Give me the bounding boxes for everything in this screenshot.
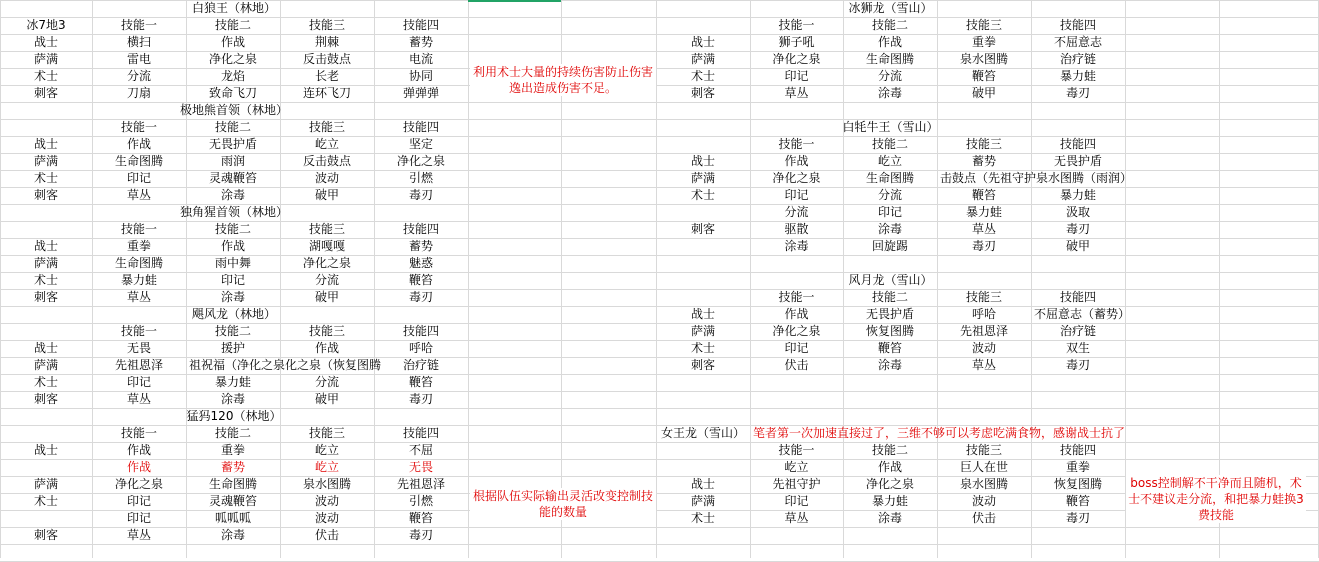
skill-cell[interactable]: 雨润	[220, 154, 245, 168]
skill-cell[interactable]: 草丛	[971, 222, 996, 236]
skill-column-header[interactable]: 技能二	[214, 222, 251, 236]
skill-cell[interactable]: 作战	[126, 460, 151, 474]
class-label[interactable]: 战士	[690, 477, 715, 491]
skill-cell[interactable]: 毒刃	[1065, 222, 1090, 236]
skill-cell[interactable]: 印记	[877, 205, 902, 219]
skill-cell[interactable]: 引燃	[408, 171, 433, 185]
skill-cell[interactable]: 印记	[126, 171, 151, 185]
skill-cell[interactable]: 净化之泉	[772, 171, 821, 185]
skill-cell[interactable]: 作战	[877, 35, 902, 49]
grid-row-line	[0, 544, 1319, 545]
skill-column-header[interactable]: 技能三	[965, 137, 1002, 151]
skill-column-header[interactable]: 技能二	[871, 443, 908, 457]
skill-cell[interactable]: 泉水图腾	[959, 52, 1008, 66]
class-label[interactable]: 萨满	[33, 52, 58, 66]
skill-cell[interactable]: 致命飞刀	[208, 86, 257, 100]
class-label[interactable]: 萨满	[690, 171, 715, 185]
skill-cell[interactable]: 先祖恩泽	[959, 324, 1008, 338]
skill-cell[interactable]: 呱呱呱	[214, 511, 251, 525]
skill-cell[interactable]: 印记	[126, 511, 151, 525]
class-label[interactable]: 萨满	[33, 358, 58, 372]
skill-cell[interactable]: 屹立	[314, 137, 339, 151]
skill-column-header[interactable]: 技能四	[1059, 290, 1096, 304]
class-label[interactable]: 萨满	[33, 477, 58, 491]
skill-cell[interactable]: 呼哈	[408, 341, 433, 355]
skill-column-header[interactable]: 技能一	[778, 290, 815, 304]
skill-cell[interactable]: 毒刃	[408, 392, 433, 406]
skill-cell[interactable]: 蓄势	[408, 35, 433, 49]
skill-cell[interactable]: 印记	[220, 273, 245, 287]
skill-cell[interactable]: 荆棘	[314, 35, 339, 49]
block-title[interactable]: 独角猩首领（林地）	[179, 205, 288, 219]
skill-cell[interactable]: 蓄势	[220, 460, 245, 474]
skill-column-header[interactable]: 技能四	[402, 426, 439, 440]
skill-cell[interactable]: 毒刃	[971, 239, 996, 253]
skill-cell[interactable]: 作战	[126, 137, 151, 151]
skill-cell[interactable]: 伏击	[971, 511, 996, 525]
skill-cell[interactable]: 灵魂鞭笞	[208, 494, 257, 508]
skill-column-header[interactable]: 技能二	[871, 290, 908, 304]
class-label[interactable]: 刺客	[690, 222, 715, 236]
skill-cell[interactable]: 涂毒	[877, 86, 902, 100]
skill-cell[interactable]: 涂毒	[220, 290, 245, 304]
skill-cell[interactable]: 分流	[877, 188, 902, 202]
skill-cell[interactable]: 破甲	[314, 290, 339, 304]
class-label[interactable]: 刺客	[33, 392, 58, 406]
skill-cell[interactable]: 雷电	[126, 52, 151, 66]
note-dot-damage: 利用术士大量的持续伤害防止伤害逸出造成伤害不足。	[470, 64, 656, 96]
skill-column-header[interactable]: 技能一	[120, 426, 157, 440]
skill-cell[interactable]: 鞭笞	[408, 273, 433, 287]
skill-cell[interactable]: 汲取	[1065, 205, 1090, 219]
skill-column-header[interactable]: 技能四	[402, 222, 439, 236]
skill-cell[interactable]: 净化之泉	[208, 52, 257, 66]
skill-cell[interactable]: 分流	[126, 69, 151, 83]
class-label[interactable]: 战士	[33, 443, 58, 457]
skill-cell[interactable]: 暴力蛙	[1059, 188, 1096, 202]
skill-cell[interactable]: 无畏	[408, 460, 433, 474]
skill-cell[interactable]: 无畏护盾	[208, 137, 257, 151]
skill-column-header[interactable]: 技能四	[1059, 443, 1096, 457]
skill-cell[interactable]: 先祖恩泽	[114, 358, 163, 372]
skill-cell[interactable]: 重拳	[971, 35, 996, 49]
class-label[interactable]: 战士	[690, 35, 715, 49]
skill-cell[interactable]: 治疗链	[402, 358, 439, 372]
class-label[interactable]: 刺客	[690, 86, 715, 100]
skill-cell[interactable]: 重拳	[1065, 460, 1090, 474]
skill-cell[interactable]: 生命图腾	[865, 171, 914, 185]
skill-cell[interactable]: 涂毒	[220, 392, 245, 406]
skill-cell[interactable]: 伏击	[784, 358, 809, 372]
class-label[interactable]: 萨满	[33, 154, 58, 168]
skill-cell[interactable]: 不屈意志	[1053, 35, 1102, 49]
skill-cell[interactable]: 毒刃	[1065, 511, 1090, 525]
skill-column-header[interactable]: 技能四	[402, 18, 439, 32]
note-boss-control: boss控制解不干净而且随机，术士不建议走分流，和把暴力蛙换3费技能	[1126, 475, 1306, 523]
skill-cell[interactable]: 魅惑	[408, 256, 433, 270]
class-label[interactable]: 萨满	[690, 52, 715, 66]
skill-cell[interactable]: 草丛	[126, 528, 151, 542]
skill-column-header[interactable]: 技能一	[778, 137, 815, 151]
skill-cell[interactable]: 毒刃	[1065, 86, 1090, 100]
skill-cell[interactable]: 净化之泉	[772, 324, 821, 338]
skill-column-header[interactable]: 技能二	[214, 324, 251, 338]
class-label[interactable]: 术士	[690, 511, 715, 525]
block-title[interactable]: 飓风龙（林地）	[191, 307, 276, 321]
skill-cell[interactable]: 鞭笞	[408, 375, 433, 389]
skill-cell[interactable]: 分流	[314, 273, 339, 287]
skill-cell[interactable]: 屹立	[784, 460, 809, 474]
skill-cell[interactable]: 分流	[314, 375, 339, 389]
skill-cell[interactable]: 印记	[126, 375, 151, 389]
skill-cell[interactable]: 草丛	[971, 358, 996, 372]
skill-column-header[interactable]: 技能二	[871, 137, 908, 151]
skill-column-header[interactable]: 技能一	[120, 18, 157, 32]
skill-cell[interactable]: 印记	[784, 188, 809, 202]
skill-column-header[interactable]: 技能三	[965, 290, 1002, 304]
skill-cell[interactable]: 分流	[877, 69, 902, 83]
grid-column-line	[468, 0, 469, 558]
skill-cell[interactable]: 龙焰	[220, 69, 245, 83]
skill-cell[interactable]: 印记	[784, 69, 809, 83]
skill-cell[interactable]: 反击鼓点	[302, 154, 351, 168]
class-label[interactable]: 战士	[33, 239, 58, 253]
skill-column-header[interactable]: 技能一	[120, 120, 157, 134]
class-label[interactable]: 萨满	[33, 256, 58, 270]
skill-cell[interactable]: 暴力蛙	[1059, 69, 1096, 83]
skill-cell[interactable]: 作战	[877, 460, 902, 474]
skill-column-header[interactable]: 技能三	[308, 324, 345, 338]
skill-cell[interactable]: 横扫	[126, 35, 151, 49]
skill-cell[interactable]: 作战	[220, 239, 245, 253]
skill-cell[interactable]: 波动	[971, 494, 996, 508]
class-label[interactable]: 术士	[33, 69, 58, 83]
skill-cell[interactable]: 坚定	[408, 137, 433, 151]
skill-cell[interactable]: 净化之泉	[772, 52, 821, 66]
skill-cell[interactable]: 净化之泉	[302, 256, 351, 270]
skill-cell[interactable]: 草丛	[126, 188, 151, 202]
skill-cell[interactable]: 印记	[784, 494, 809, 508]
skill-cell[interactable]: 涂毒	[784, 239, 809, 253]
skill-cell[interactable]: 治疗链	[1059, 52, 1096, 66]
skill-cell[interactable]: 作战	[314, 341, 339, 355]
skill-cell[interactable]: 暴力蛙	[965, 205, 1002, 219]
block-title[interactable]: 极地熊首领（林地）	[179, 103, 288, 117]
skill-column-header[interactable]: 技能二	[871, 18, 908, 32]
skill-cell[interactable]: 波动	[314, 494, 339, 508]
skill-cell[interactable]: 波动	[314, 511, 339, 525]
skill-cell[interactable]: 无畏	[126, 341, 151, 355]
skill-cell[interactable]: 涂毒	[220, 188, 245, 202]
class-label[interactable]: 术士	[690, 69, 715, 83]
class-label[interactable]: 战士	[33, 35, 58, 49]
skill-cell[interactable]: 治疗链	[1059, 324, 1096, 338]
skill-cell[interactable]: 破甲	[1065, 239, 1090, 253]
block-title[interactable]: 白狼王（林地）	[191, 1, 276, 15]
skill-cell[interactable]: 毒刃	[408, 528, 433, 542]
skill-column-header[interactable]: 技能一	[120, 222, 157, 236]
class-label[interactable]: 术士	[690, 188, 715, 202]
skill-cell[interactable]: 蓄势	[408, 239, 433, 253]
skill-cell[interactable]: 破甲	[314, 188, 339, 202]
skill-cell[interactable]: 无畏护盾	[865, 307, 914, 321]
skill-cell[interactable]: 刀扇	[126, 86, 151, 100]
class-label[interactable]: 刺客	[690, 358, 715, 372]
class-label[interactable]: 战士	[690, 154, 715, 168]
skill-cell[interactable]: 鞭笞	[877, 341, 902, 355]
skill-cell[interactable]: 不屈	[408, 443, 433, 457]
skill-cell[interactable]: 狮子吼	[778, 35, 815, 49]
skill-cell[interactable]: 屹立	[314, 443, 339, 457]
class-label[interactable]: 战士	[33, 341, 58, 355]
class-label[interactable]: 刺客	[33, 86, 58, 100]
class-label[interactable]: 术士	[33, 171, 58, 185]
skill-cell[interactable]: 毒刃	[408, 290, 433, 304]
skill-cell[interactable]: 恢复图腾	[1053, 477, 1102, 491]
skill-cell[interactable]: 生命图腾	[865, 52, 914, 66]
skill-cell[interactable]: 作战	[220, 35, 245, 49]
class-label[interactable]: 术士	[33, 273, 58, 287]
class-label[interactable]: 术士	[690, 341, 715, 355]
skill-cell[interactable]: 泉水图腾	[302, 477, 351, 491]
skill-cell[interactable]: 暴力蛙	[871, 494, 908, 508]
skill-cell[interactable]: 泉水图腾	[959, 477, 1008, 491]
skill-column-header[interactable]: 技能一	[778, 18, 815, 32]
skill-cell[interactable]: 涂毒	[877, 222, 902, 236]
class-label[interactable]: 术士	[33, 375, 58, 389]
block-title[interactable]: 猛犸120（林地）	[186, 409, 282, 423]
skill-cell[interactable]: 涂毒	[877, 358, 902, 372]
skill-cell[interactable]: 印记	[784, 341, 809, 355]
skill-cell[interactable]: 恢复图腾	[865, 324, 914, 338]
skill-cell[interactable]: 协同	[408, 69, 433, 83]
skill-cell[interactable]: 祖祝福（净化之泉化之泉（恢复图腾	[189, 358, 382, 372]
skill-column-header[interactable]: 技能二	[214, 120, 251, 134]
skill-cell[interactable]: 援护	[220, 341, 245, 355]
block-title[interactable]: 冰狮龙（雪山）	[848, 1, 933, 15]
skill-cell[interactable]: 草丛	[126, 392, 151, 406]
skill-cell[interactable]: 净化之泉	[396, 154, 445, 168]
skill-cell[interactable]: 电流	[408, 52, 433, 66]
skill-cell[interactable]: 蓄势	[971, 154, 996, 168]
skill-cell[interactable]: 不屈意志（蓄势）	[1034, 307, 1131, 321]
skill-cell[interactable]: 重拳	[220, 443, 245, 457]
skill-column-header[interactable]: 技能三	[965, 18, 1002, 32]
skill-cell[interactable]: 湖嘎嘎	[308, 239, 345, 253]
block-title[interactable]: 女王龙（雪山）	[660, 426, 745, 440]
block-title[interactable]: 风月龙（雪山）	[848, 273, 933, 287]
skill-column-header[interactable]: 技能四	[1059, 137, 1096, 151]
class-label[interactable]: 刺客	[33, 528, 58, 542]
skill-cell[interactable]: 驱散	[784, 222, 809, 236]
skill-cell[interactable]: 暴力蛙	[214, 375, 251, 389]
note-control-skills: 根据队伍实际输出灵活改变控制技能的数量	[470, 488, 656, 520]
skill-cell[interactable]: 作战	[126, 443, 151, 457]
skill-cell[interactable]: 破甲	[971, 86, 996, 100]
skill-cell[interactable]: 草丛	[126, 290, 151, 304]
skill-cell[interactable]: 屹立	[877, 154, 902, 168]
skill-cell[interactable]: 波动	[971, 341, 996, 355]
skill-cell[interactable]: 草丛	[784, 86, 809, 100]
skill-cell[interactable]: 回旋踢	[871, 239, 908, 253]
skill-column-header[interactable]: 技能一	[778, 443, 815, 457]
skill-cell[interactable]: 伏击	[314, 528, 339, 542]
skill-cell[interactable]: 波动	[314, 171, 339, 185]
class-label[interactable]: 萨满	[690, 324, 715, 338]
skill-cell[interactable]: 毒刃	[408, 188, 433, 202]
skill-cell[interactable]: 无畏护盾	[1053, 154, 1102, 168]
skill-column-header[interactable]: 技能四	[1059, 18, 1096, 32]
block-title[interactable]: 白牦牛王（雪山）	[842, 120, 939, 134]
skill-column-header[interactable]: 技能二	[214, 426, 251, 440]
class-label[interactable]: 术士	[33, 494, 58, 508]
skill-column-header[interactable]: 技能三	[308, 222, 345, 236]
skill-cell[interactable]: 鞭笞	[1065, 494, 1090, 508]
skill-cell[interactable]: 涂毒	[220, 528, 245, 542]
skill-cell[interactable]: 引燃	[408, 494, 433, 508]
skill-column-header[interactable]: 技能三	[308, 426, 345, 440]
class-label[interactable]: 战士	[690, 307, 715, 321]
class-label[interactable]: 战士	[33, 137, 58, 151]
skill-cell[interactable]: 反击鼓点	[302, 52, 351, 66]
class-label[interactable]: 刺客	[33, 290, 58, 304]
skill-cell[interactable]: 巨人在世	[959, 460, 1008, 474]
skill-column-header[interactable]: 技能三	[965, 443, 1002, 457]
skill-column-header[interactable]: 技能四	[402, 324, 439, 338]
skill-cell[interactable]: 鞭笞	[971, 69, 996, 83]
skill-cell[interactable]: 双生	[1065, 341, 1090, 355]
skill-cell[interactable]: 毒刃	[1065, 358, 1090, 372]
skill-cell[interactable]: 分流	[784, 205, 809, 219]
skill-cell[interactable]: 雨中舞	[214, 256, 251, 270]
skill-column-header[interactable]: 技能四	[402, 120, 439, 134]
skill-cell[interactable]: 暴力蛙	[120, 273, 157, 287]
skill-cell[interactable]: 呼哈	[971, 307, 996, 321]
block-corner-label[interactable]: 冰7地3	[26, 18, 66, 32]
skill-cell[interactable]: 作战	[784, 154, 809, 168]
skill-cell[interactable]: 重拳	[126, 239, 151, 253]
skill-cell[interactable]: 鞭笞	[408, 511, 433, 525]
skill-column-header[interactable]: 技能三	[308, 18, 345, 32]
skill-cell[interactable]: 先祖守护	[772, 477, 821, 491]
block-remark[interactable]: 笔者第一次加速直接过了，三维不够可以考虑吃满食物，感谢战士抗了	[753, 426, 1126, 440]
skill-cell[interactable]: 生命图腾	[114, 256, 163, 270]
skill-cell[interactable]: 长老	[314, 69, 339, 83]
skill-cell[interactable]: 连环飞刀	[302, 86, 351, 100]
class-label[interactable]: 萨满	[690, 494, 715, 508]
skill-cell[interactable]: 涂毒	[877, 511, 902, 525]
skill-cell[interactable]: 印记	[126, 494, 151, 508]
skill-cell[interactable]: 屹立	[314, 460, 339, 474]
skill-cell[interactable]: 生命图腾	[114, 154, 163, 168]
skill-cell[interactable]: 击鼓点（先祖守护泉水图腾（雨润）	[940, 171, 1133, 185]
skill-column-header[interactable]: 技能三	[308, 120, 345, 134]
skill-cell[interactable]: 净化之泉	[865, 477, 914, 491]
skill-cell[interactable]: 净化之泉	[114, 477, 163, 491]
skill-cell[interactable]: 先祖恩泽	[396, 477, 445, 491]
skill-cell[interactable]: 灵魂鞭笞	[208, 171, 257, 185]
selected-cell-indicator	[468, 0, 561, 2]
skill-column-header[interactable]: 技能一	[120, 324, 157, 338]
skill-column-header[interactable]: 技能二	[214, 18, 251, 32]
class-label[interactable]: 刺客	[33, 188, 58, 202]
skill-cell[interactable]: 破甲	[314, 392, 339, 406]
skill-cell[interactable]: 草丛	[784, 511, 809, 525]
skill-cell[interactable]: 鞭笞	[971, 188, 996, 202]
skill-cell[interactable]: 弹弹弹	[402, 86, 439, 100]
skill-cell[interactable]: 作战	[784, 307, 809, 321]
skill-cell[interactable]: 生命图腾	[208, 477, 257, 491]
